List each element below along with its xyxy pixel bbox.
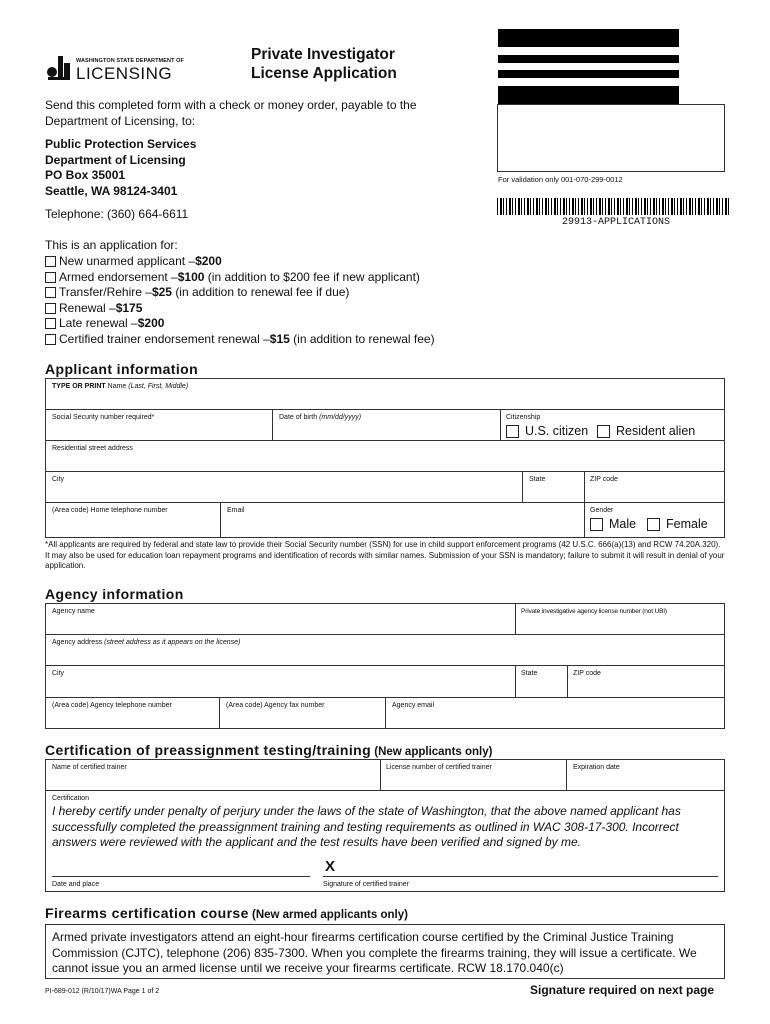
option-renewal[interactable]: Renewal – $175 [45,301,435,317]
certification-label: Certification [52,795,89,802]
logo-agency-name: LICENSING [76,64,173,83]
street-field[interactable] [46,454,724,470]
firearms-heading: Firearms certification course (New armed applicants only) [45,905,408,921]
state-label: State [529,476,546,483]
page-title [251,45,397,83]
checkbox[interactable] [506,425,519,438]
signature-field[interactable] [340,858,718,875]
title-line-2: License Application [251,65,397,82]
agency-license-field[interactable] [516,617,724,633]
signature-label: Signature of certified trainer [323,881,409,888]
dob-label: Date of birth (mm/dd/yyyy) [279,414,362,421]
agency-phone-field[interactable] [46,711,218,728]
agency-heading: Agency information [45,586,184,602]
send-line-1: Send this completed form with a check or money order, payable to the [45,98,417,112]
agency-fax-label: (Area code) Agency fax number [226,702,325,709]
form-id: PI-689-012 (R/10/17)WA Page 1 of 2 [45,988,160,995]
checkbox[interactable] [45,303,56,314]
expiration-label: Expiration date [573,764,620,771]
citizenship-label: Citizenship [506,414,541,421]
gender-label: Gender [590,507,614,514]
city-label: City [52,476,65,483]
address-line: PO Box 35001 [45,168,126,182]
application-intro: This is an application for: [45,238,178,252]
name-field[interactable] [46,392,724,408]
agency-city-label: City [52,670,65,677]
mailing-address [45,137,196,199]
date-place-field[interactable] [52,858,310,875]
validation-box [497,104,725,172]
phone-field[interactable] [46,516,219,537]
agency-state-field[interactable] [516,679,566,696]
female-option[interactable]: Female [647,517,708,533]
ssn-label: Social Security number required* [52,414,155,421]
option-trainer-renewal[interactable]: Certified trainer endorsement renewal – $15 (in addition to renewal fee) [45,332,435,348]
phone-label: (Area code) Home telephone number [52,507,168,514]
resident-alien-option[interactable]: Resident alien [597,424,695,440]
street-label: Residential street address [52,445,133,452]
zip-field[interactable] [585,485,724,501]
agency-city-field[interactable] [46,679,514,696]
telephone: Telephone: (360) 664-6611 [45,207,189,221]
dol-logo [46,52,186,82]
trainer-license-field[interactable] [381,773,565,789]
dol-logo-icon [46,52,72,80]
firearms-text: Armed private investigators attend an eight-hour firearms certification course certified by the Criminal Justice Training Commission (CJTC), telephone (206) 835-7300. When you complete the firearms training, they will issue a certificate. We cannot issue you an armed license until we receive your firearms certificate. RCW 18.170.040(c) [52,930,697,975]
barcode [497,198,730,215]
checkbox[interactable] [590,518,603,531]
dob-field[interactable] [273,423,499,439]
agency-email-label: Agency email [392,702,435,709]
agency-state-label: State [521,670,538,677]
agency-license-label: Private investigative agency license number (not UBI) [521,608,667,615]
agency-zip-field[interactable] [568,679,724,696]
checkbox[interactable] [45,287,56,298]
agency-zip-label: ZIP code [573,670,601,677]
agency-address-label: Agency address (street address as it appears on the license) [52,639,241,646]
email-field[interactable] [221,516,583,537]
title-line-1: Private Investigator [251,46,395,63]
certification-statement: I hereby certify under penalty of perjury under the laws of the state of Washington, that the above named applicant has successfully completed the preassignment training and testing requirements as outlined in WAC 308-17-300. Incorrect answers were reviewed with the applicant and the test results have been verified and signed by me. [52,804,681,849]
address-line: Department of Licensing [45,152,186,167]
checkbox[interactable] [45,272,56,283]
redaction-bar-1 [498,29,679,47]
male-option[interactable]: Male [590,517,636,533]
redaction-bar-3 [498,70,679,78]
applicant-heading: Applicant information [45,361,199,377]
send-line-2: Department of Licensing, to: [45,113,196,128]
logo-agency-line: WASHINGTON STATE DEPARTMENT OF [76,58,185,64]
option-new-unarmed[interactable]: New unarmed applicant – $200 [45,254,435,270]
ssn-note: *All applicants are required by federal and state law to provide their Social Security number (SSN) for use in child support enforcement programs (42 U.S.C. 666(a)(13) and RCW 74.20A.320). It may also be used for education loan repayment programs and identification of records with similar names. Submission of your SSN is mandatory; failure to submit it will result in denial of your application. [45,540,725,570]
checkbox[interactable] [597,425,610,438]
option-late-renewal[interactable]: Late renewal – $200 [45,316,435,332]
option-armed-endorsement[interactable]: Armed endorsement – $100 (in addition to $200 fee if new applicant) [45,270,435,286]
option-transfer-rehire[interactable]: Transfer/Rehire – $25 (in addition to renewal fee if due) [45,285,435,301]
trainer-license-label: License number of certified trainer [386,764,492,771]
agency-fax-field[interactable] [220,711,384,728]
ssn-field[interactable] [46,423,271,439]
trainer-name-label: Name of certified trainer [52,764,127,771]
checkbox[interactable] [45,256,56,267]
address-line: Public Protection Services [45,137,197,151]
city-field[interactable] [46,485,521,501]
application-options [45,254,435,347]
sign-x: X [325,858,336,875]
agency-name-field[interactable] [46,617,514,633]
redaction-bar-4 [498,86,679,105]
zip-label: ZIP code [590,476,618,483]
checkbox[interactable] [45,318,56,329]
redaction-bar-2 [498,55,679,63]
agency-phone-label: (Area code) Agency telephone number [52,702,172,709]
us-citizen-option[interactable]: U.S. citizen [506,424,588,440]
checkbox[interactable] [45,334,56,345]
date-place-label: Date and place [52,881,100,888]
agency-email-field[interactable] [386,711,724,728]
address-line: Seattle, WA 98124-3401 [45,183,178,198]
agency-name-label: Agency name [52,608,95,615]
next-page-note: Signature required on next page [530,983,715,997]
barcode-text: 29913-APPLICATIONS [562,217,671,228]
trainer-name-field[interactable] [46,773,379,789]
validation-label: For validation only 001-070-299-0012 [498,175,623,184]
agency-address-field[interactable] [46,648,724,664]
send-instructions [45,98,417,129]
expiration-field[interactable] [567,773,724,789]
state-field[interactable] [523,485,583,501]
name-label: TYPE OR PRINT Name (Last, First, Middle) [52,383,189,390]
email-label: Email [227,507,245,514]
checkbox[interactable] [647,518,660,531]
certification-heading: Certification of preassignment testing/training (New applicants only) [45,742,493,758]
